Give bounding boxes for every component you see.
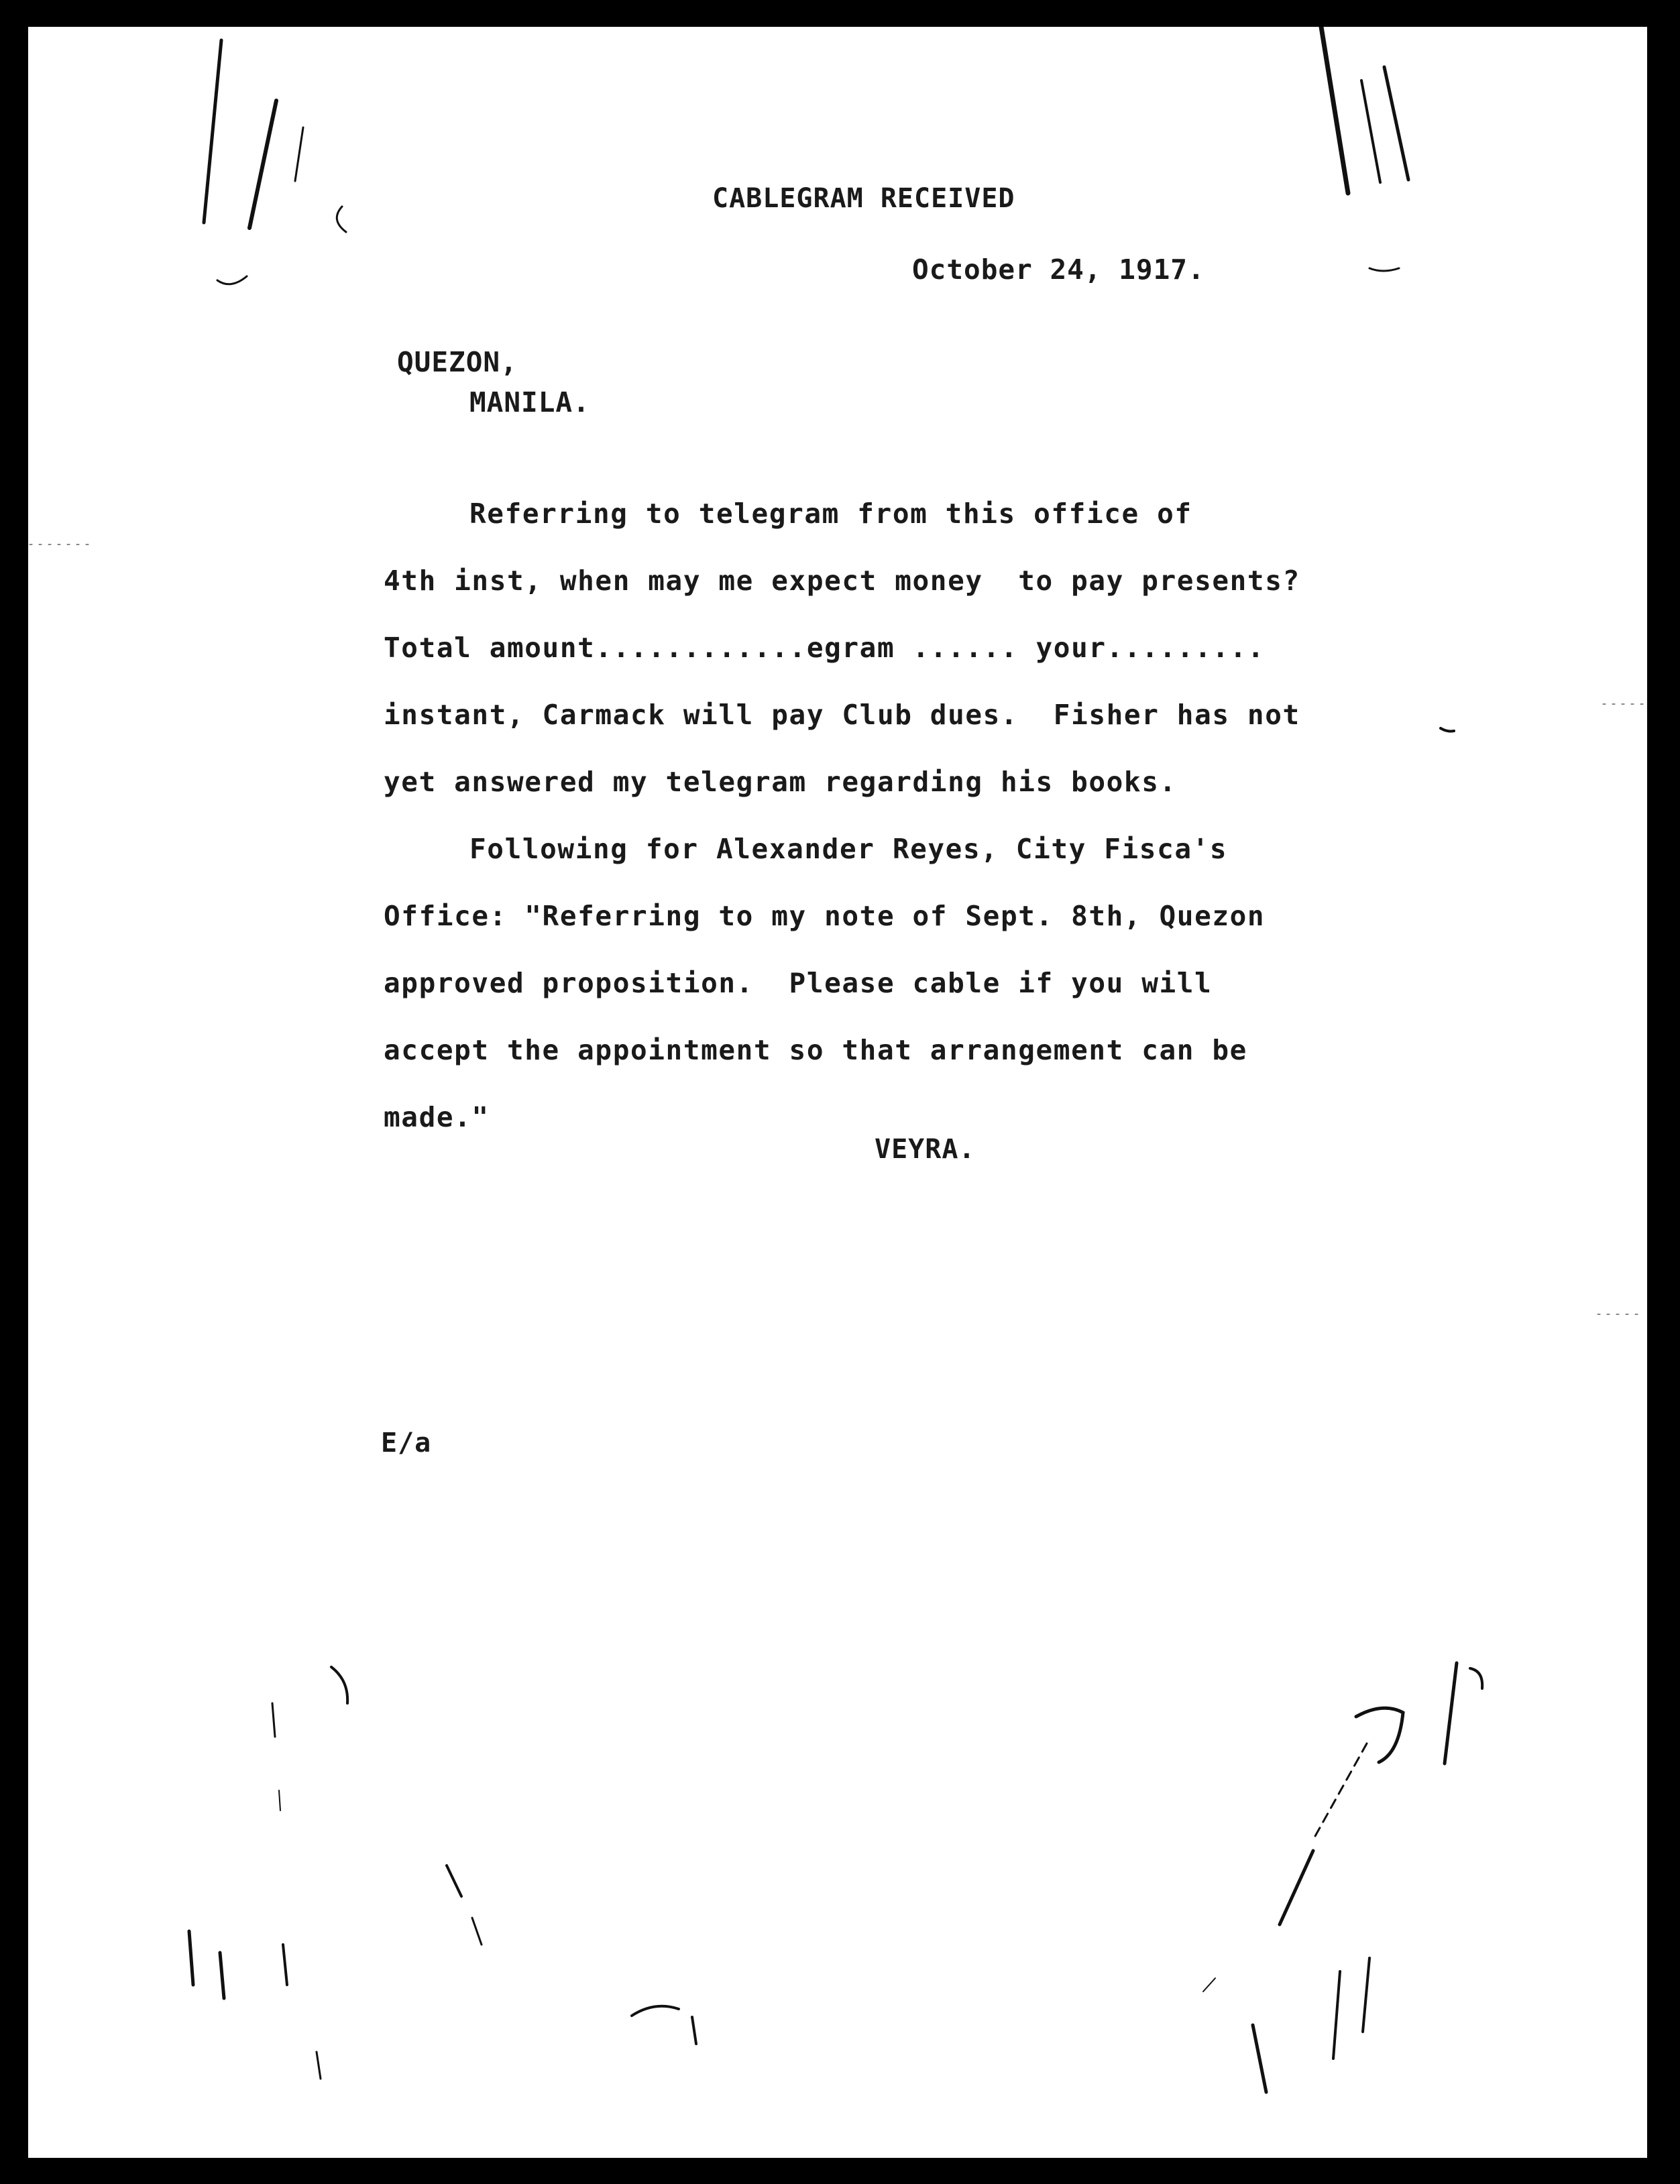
scan-streak [692, 2017, 696, 2044]
cablegram-date: October 24, 1917. [912, 253, 1205, 286]
scan-streak [295, 127, 303, 181]
scan-streak [1314, 1743, 1367, 1837]
scan-streak [249, 101, 276, 228]
scan-streak [1363, 1958, 1369, 2032]
sender-signature: VEYRA. [875, 1134, 976, 1165]
body-line: Following for Alexander Reyes, City Fisca's [469, 833, 1228, 865]
body-line: Office: "Referring to my note of Sept. 8th, Quezon [384, 900, 1266, 932]
scan-streak [204, 40, 221, 223]
scan-streak [1441, 728, 1454, 732]
body-line: made." [384, 1101, 490, 1133]
scan-streak [447, 1865, 461, 1896]
scan-streak [632, 2006, 679, 2016]
scan-streak [317, 2052, 321, 2079]
body-line: 4th inst, when may me expect money to pay presents? [384, 565, 1300, 597]
scan-streak [1369, 268, 1399, 271]
scan-streak [331, 1667, 347, 1703]
body-line: yet answered my telegram regarding his books. [384, 766, 1177, 798]
scan-streak [1445, 1663, 1457, 1764]
scan-streak [217, 276, 247, 284]
scan-streak [337, 207, 346, 232]
addressee-city: MANILA. [469, 386, 590, 418]
scan-streak [1361, 80, 1380, 182]
scan-streak [283, 1945, 287, 1985]
addressee-name: QUEZON, [397, 346, 518, 378]
body-line: instant, Carmack will pay Club dues. Fisher has not [384, 699, 1300, 731]
scan-streak [1470, 1668, 1482, 1688]
scan-streak [1253, 2025, 1266, 2092]
body-line: Referring to telegram from this office of [469, 498, 1192, 530]
body-line: accept the appointment so that arrangement can be [384, 1034, 1247, 1066]
scan-streak [472, 1918, 482, 1945]
scan-streak [1203, 1978, 1215, 1992]
scan-streak [1356, 1708, 1403, 1762]
scan-streak [1333, 1971, 1340, 2059]
scan-streak [220, 1953, 224, 1998]
scan-streak [189, 1931, 193, 1985]
scan-artifacts [28, 27, 1647, 2158]
document-page [28, 27, 1647, 2158]
scan-streak [1321, 27, 1348, 193]
body-line: Total amount............egram ...... your......... [384, 632, 1266, 664]
scan-streak [279, 1790, 280, 1811]
body-line: approved proposition. Please cable if you will [384, 967, 1213, 999]
typist-initials: E/a [381, 1428, 432, 1458]
scan-streak [1280, 1851, 1313, 1924]
scan-streak [272, 1703, 275, 1737]
scan-streak [1384, 67, 1408, 180]
cablegram-heading: CABLEGRAM RECEIVED [712, 183, 1015, 214]
